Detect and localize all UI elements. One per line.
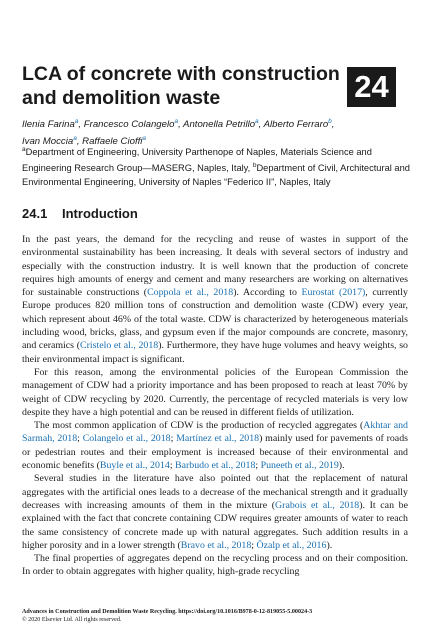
footer-copyright: © 2020 Elsevier Ltd. All rights reserved.	[22, 617, 122, 623]
footer-doi[interactable]: Advances in Construction and Demolition Waste Recycling. https://doi.org/10.1016/B978-0-12-819055-5.00024-3	[22, 609, 313, 615]
body-paragraph	[22, 472, 408, 552]
paragraph-text: For this reason, among the environmental policies of the European Commission the management of CDW had a priority importance and has been proposed to reach at least 70% by weight of CDW recycling by 2020. Currently, the percentage of recycled materials is very low despite they have a high potential and can be reused in different fields of utilization.	[22, 366, 408, 418]
citation-link[interactable]: Coppola et al., 2018	[147, 287, 234, 299]
author-affiliation-mark[interactable]: a	[255, 118, 259, 125]
page-footer	[22, 608, 412, 624]
citation-link[interactable]: Akhtar and Sarmah, 2018	[22, 420, 408, 445]
citation-link[interactable]: Puneeth et al., 2019	[260, 460, 339, 472]
affiliation-a: Department of Engineering, University Parthenope of Naples, Materials Science and Engineering Research Group—MASERG, Naples, Italy,	[22, 147, 372, 174]
author-list: Ilenia Farina$^a$, Francesco Colangelo$^a$, Antonella Petrillo$^a$, Alberto Ferraro$^b$, Ivan Moccia$^a$, Raffaele Cioffi$^a$	[22, 118, 335, 148]
section-heading	[22, 206, 402, 222]
paragraph-text: ;	[255, 460, 261, 472]
author-name: Ivan Moccia	[22, 136, 74, 148]
author-affiliation-mark[interactable]: a	[142, 135, 147, 143]
citation-link[interactable]: Grabois et al., 2018	[275, 499, 360, 511]
citation-link[interactable]: Buyle et al., 2014	[99, 460, 170, 472]
paragraph-text: ).	[338, 460, 345, 472]
author-name: Francesco Colangelo	[83, 119, 175, 131]
citation-link[interactable]: Cristelo et al., 2018	[79, 340, 159, 352]
citation-link[interactable]: Özalp et al., 2016	[256, 539, 327, 551]
paragraph-text: In the past years, the demand for the recycling and reuse of wastes in support of the environmental sustainability has been increasing. It deals with several sectors of industry and especially with the construction industry. It is well known that the production of concrete requires high amounts of energy and cement and many researchers are working on alternatives for sustainable constructions (	[22, 234, 408, 299]
section-title: Introduction	[62, 206, 138, 221]
paragraph-text: ). Furthermore, they have huge volumes and heavy weights, so their environmental impact is significant.	[22, 340, 408, 365]
paragraph-text: Several studies in the literature have also pointed out that the replacement of natural aggregates with the artificial ones leads to a decrease of the mechanical strength and it gradually decreases with increasing amounts of them in the mixture (	[22, 473, 408, 511]
chapter-title: LCA of concrete with construction and demolition waste	[22, 63, 340, 109]
body-paragraph	[22, 233, 408, 366]
paragraph-text: , currently Europe produces 820 million tons of construction and demolition waste (CDW) every year, which represent about 46% of the total waste. CDW is characterized by heterogeneous materials including wood, bricks, glass, and gypsum even if the major compounds are concrete, masonry, and ceramics (	[22, 287, 408, 352]
citation-link[interactable]: Barbudo et al., 2018	[175, 460, 256, 472]
affiliation-b: Department of Civil, Architectural and Environmental Engineering, University of Naples “Federico II”, Naples, Italy	[22, 163, 410, 188]
chapter-number-badge: 24	[347, 67, 396, 107]
body-paragraph	[22, 552, 408, 579]
paragraph-text: The final properties of aggregates depend on the recycling process and on their composition. In order to obtain aggregates with higher quality, high-grade recycling	[22, 553, 408, 578]
author-affiliation-mark[interactable]: b	[328, 118, 332, 125]
paragraph-text: ;	[170, 433, 177, 445]
paragraph-text: ) mainly used for pavements of roads or pedestrian routes and their employment is increased because of their environmental and economic benefits (	[22, 433, 408, 472]
paragraph-text: ;	[251, 539, 257, 551]
body-paragraph	[22, 366, 408, 419]
citation-link[interactable]: Colangelo et al., 2018	[82, 433, 171, 445]
body-text	[22, 233, 408, 579]
affiliation-mark-a: a	[22, 146, 26, 153]
paragraph-text: The most common application of CDW is the production of recycled aggregates (	[34, 420, 364, 432]
body-paragraph	[22, 419, 408, 472]
affiliations	[22, 143, 412, 189]
citation-link[interactable]: Martínez et al., 2018	[176, 433, 260, 445]
citation-link[interactable]: Bravo et al., 2018	[180, 539, 252, 551]
paragraph-text: ;	[77, 433, 83, 445]
author-name: Raffaele Cioffi	[82, 136, 143, 148]
author-affiliation-mark[interactable]: a	[74, 118, 79, 125]
author-affiliation-mark[interactable]: a	[73, 135, 77, 143]
section-number: 24.1	[22, 206, 48, 221]
author-name: Antonella Petrillo	[183, 119, 256, 131]
paragraph-text: ). It can be explained with the fact that concrete containing CDW requires greater amounts of water to reach the same consistency of concrete made up with natural aggregates. Such addition results in a higher porosity and in a lower strength (	[22, 499, 408, 551]
author-affiliation-mark[interactable]: a	[174, 118, 179, 125]
paragraph-text: ). According to	[233, 287, 302, 299]
paragraph-text: ;	[169, 460, 176, 472]
affiliation-mark-b: b	[252, 162, 257, 170]
author-name: Ilenia Farina	[22, 119, 75, 131]
author-name: Alberto Ferraro	[263, 119, 329, 131]
paragraph-text: ).	[326, 539, 333, 551]
citation-link[interactable]: Eurostat (2017)	[301, 287, 366, 299]
